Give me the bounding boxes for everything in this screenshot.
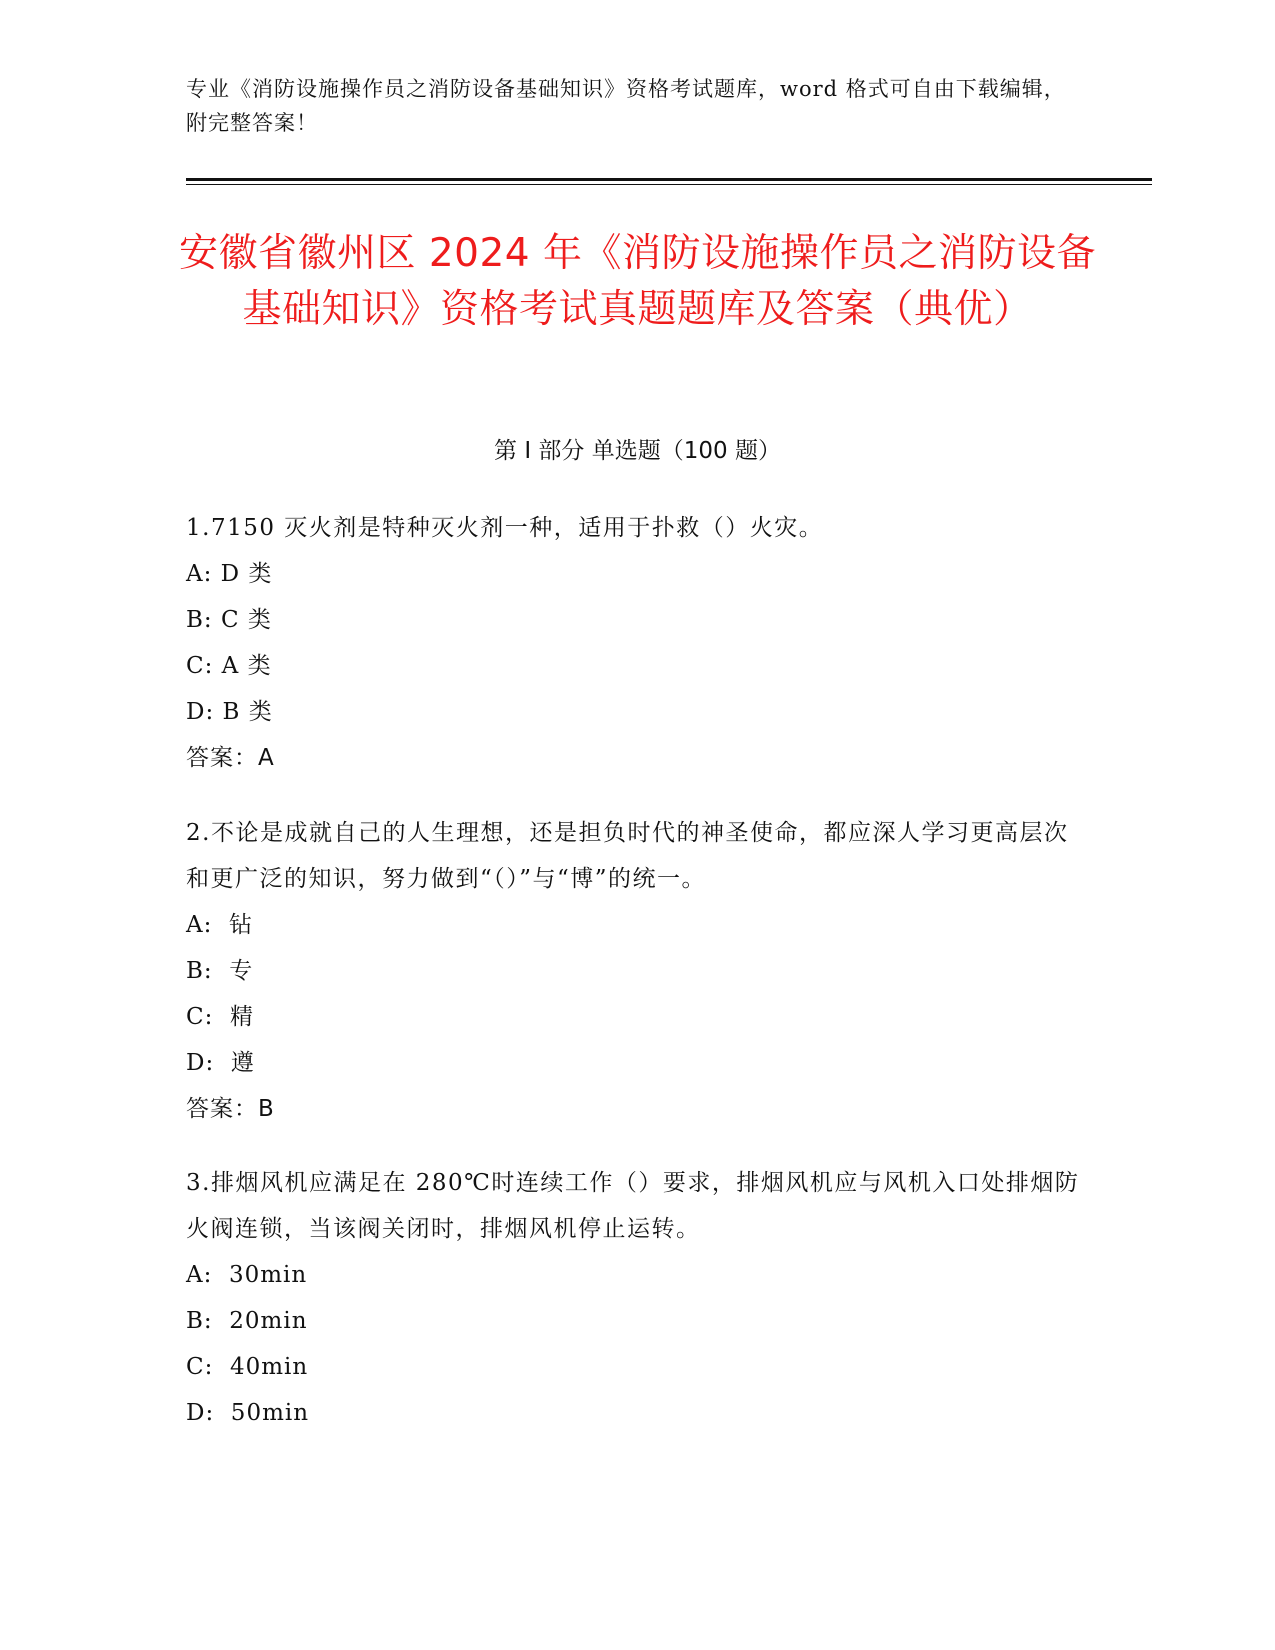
option-b: B: 20min: [186, 1308, 308, 1334]
option-c: C: A 类: [186, 653, 272, 679]
option-b: B: 专: [186, 958, 254, 984]
section-heading: 第 I 部分 单选题（100 题）: [494, 438, 781, 464]
option-a: A: 30min: [186, 1262, 308, 1288]
question-stem: 3.排烟风机应满足在 280℃时连续工作（）要求，排烟风机应与风机入口处排烟防火阀连锁，当该阀关闭时，排烟风机停止运转。: [186, 1170, 1080, 1242]
option-d: D: 50min: [186, 1400, 310, 1426]
question-2: [186, 810, 1086, 1132]
answer: 答案：B: [186, 1096, 275, 1122]
header-note: 专业《消防设施操作员之消防设备基础知识》资格考试题库，word 格式可自由下载编辑，附完整答案！: [186, 77, 1066, 135]
question-3: [186, 1160, 1086, 1436]
answer: 答案：A: [186, 745, 275, 771]
question-1: [186, 505, 1086, 781]
option-c: C: 40min: [186, 1354, 309, 1380]
document-title: 安徽省徽州区 2024 年《消防设施操作员之消防设备基础知识》资格考试真题题库及答案（典优）: [178, 231, 1097, 332]
option-a: A: D 类: [186, 561, 273, 587]
option-d: D: 遵: [186, 1050, 255, 1076]
question-stem: 2.不论是成就自己的人生理想，还是担负时代的神圣使命，都应深人学习更高层次和更广泛的知识，努力做到“（）”与“博”的统一。: [186, 820, 1069, 892]
question-stem: 1.7150 灭火剂是特种灭火剂一种，适用于扑救（）火灾。: [186, 515, 824, 541]
header-rule-thick: [186, 178, 1152, 181]
option-d: D: B 类: [186, 699, 273, 725]
header-rule-thin: [186, 184, 1152, 185]
option-a: A: 钻: [186, 912, 253, 938]
option-c: C: 精: [186, 1004, 254, 1030]
option-b: B: C 类: [186, 607, 272, 633]
